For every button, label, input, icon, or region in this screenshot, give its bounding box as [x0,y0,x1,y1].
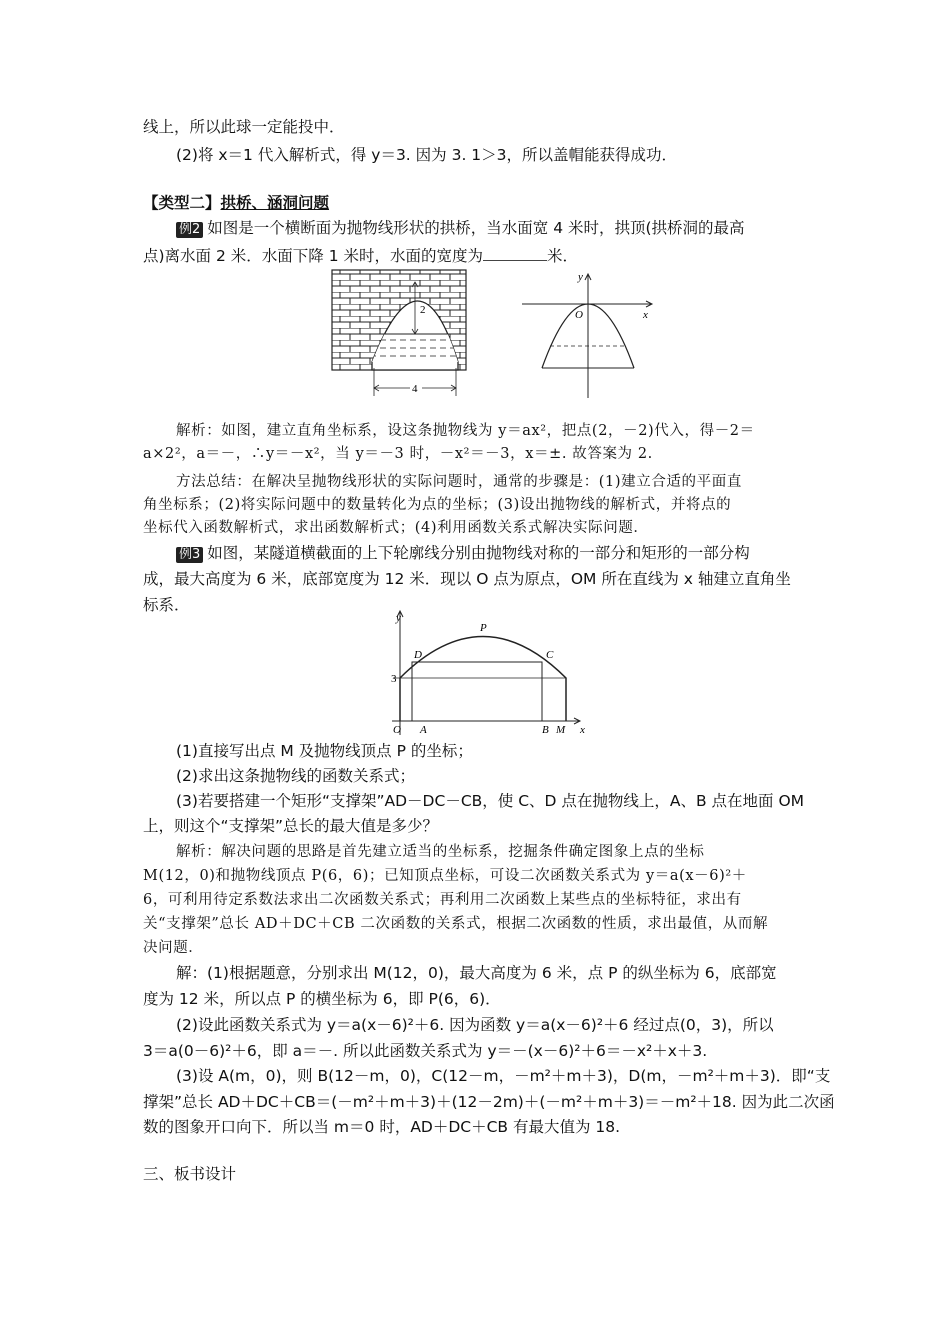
solution-line: 解：(1)根据题意，分别求出 M(12，0)，最大高度为 6 米，点 P 的纵坐标为 6，底部宽 [176,964,777,982]
heading-prefix: 【类型二】 [143,194,221,212]
example-badge: 例2 [176,222,203,238]
example-2-line [143,246,578,266]
example-text: 米． [546,247,578,265]
x-axis-label: x [643,309,648,321]
y-axis-label: y [396,612,401,624]
text-line: 线上，所以此球一定能投中． [143,118,345,136]
solution-line: 数的图象开口向下．所以当 m＝0 时，AD＋DC＋CB 有最大值为 18. [143,1118,621,1136]
solution-line: 3＝a(0－6)²＋6，即 a＝－. 所以此函数关系式为 y＝－(x－6)²＋6＝－x²＋x＋3. [143,1042,708,1060]
example-3-line: 成，最大高度为 6 米，底部宽度为 12 米．现以 O 点为原点，OM 所在直线为 x 轴建立直角坐 [143,570,791,588]
question-line: (2)求出这条抛物线的函数关系式； [176,767,415,785]
question-line: (1)直接写出点 M 及抛物线顶点 P 的坐标； [176,742,473,760]
question-line: (3)若要搭建一个矩形“支撑架”AD－DC－CB，使 C、D 点在抛物线上，A、B 点在地面 OM [176,792,805,810]
analysis-line: 解析：如图，建立直角坐标系，设这条抛物线为 y＝ax²，把点(2，－2)代入，得－2＝ [176,423,755,439]
example-text: 如图是一个横断面为抛物线形状的拱桥，当水面宽 4 米时，拱顶(拱桥洞的最高 [207,219,745,237]
analysis-line: 解析：解决问题的思路是首先建立适当的坐标系，挖掘条件确定图象上点的坐标 [176,844,705,860]
label-a: A [420,724,427,736]
label-m: M [556,724,566,736]
bridge-figure [330,268,470,400]
method-line: 方法总结：在解决呈抛物线形状的实际问题时，通常的步骤是：(1)建立合适的平面直 [176,474,742,490]
height-label: 2 [420,304,426,316]
solution-line: 度为 12 米，所以点 P 的横坐标为 6，即 P(6，6)． [143,990,501,1008]
origin-label: O [575,309,583,321]
x-axis-label: x [580,724,585,736]
y-axis-label: y [578,271,583,283]
answer-blank [483,246,547,261]
example-3-line: 标系． [143,596,190,614]
solution-line: (2)设此函数关系式为 y＝a(x－6)²＋6. 因为函数 y＝a(x－6)²＋6 经过点(0，3)，所以 [176,1016,774,1034]
heading-title: 拱桥、涵洞问题 [220,194,330,212]
section-heading [143,193,329,213]
label-3: 3 [391,673,397,685]
example-text: 如图，某隧道横截面的上下轮廓线分别由抛物线对称的一部分和矩形的一部分构 [207,544,750,562]
example-text: 点)离水面 2 米．水面下降 1 米时，水面的宽度为 [143,247,483,265]
solution-line: (3)设 A(m，0)，则 B(12－m，0)，C(12－m，－m²＋m＋3)，D(m，－m²＋m＋3)．即“支 [176,1067,831,1085]
method-line: 坐标代入函数解析式，求出函数解析式；(4)利用函数关系式解决实际问题． [143,520,649,536]
analysis-line: 决问题． [143,940,204,956]
example-3-line [176,543,750,563]
analysis-line: M(12，0)和抛物线顶点 P(6，6)；已知顶点坐标，可设二次函数关系式为 y＝a(x－6)²＋ [143,868,747,884]
label-c: C [546,649,554,661]
example-2-line [176,218,745,238]
label-p: P [480,622,487,634]
question-line: 上，则这个“支撑架”总长的最大值是多少？ [143,817,439,835]
analysis-line: 关“支撑架”总长 AD＋DC＋CB 二次函数的关系式，根据二次函数的性质，求出最值，从而解 [143,916,769,932]
width-label: 4 [412,383,418,395]
origin-label: O [393,724,401,736]
section-heading: 三、板书设计 [143,1165,237,1183]
method-line: 角坐标系；(2)将实际问题中的数量转化为点的坐标；(3)设出抛物线的解析式，并将点的 [143,497,732,513]
example-badge: 例3 [176,547,203,563]
text-line: (2)将 x＝1 代入解析式，得 y＝3. 因为 3. 1＞3，所以盖帽能获得成功． [176,146,678,164]
label-d: D [414,649,422,661]
solution-line: 撑架”总长 AD＋DC＋CB＝(－m²＋m＋3)＋(12－2m)＋(－m²＋m＋3)＝－m²＋18. 因为此二次函 [143,1093,835,1111]
analysis-line: 6，可利用待定系数法求出二次函数关系式；再利用二次函数上某些点的坐标特征，求出有 [143,892,742,908]
label-b: B [542,724,549,736]
tunnel-figure [390,605,590,740]
parabola-axes-figure [520,268,660,400]
analysis-line: a×2²，a＝－，∴y＝－x²，当 y＝－3 时，－x²＝－3，x＝±. 故答案为 2. [143,446,653,462]
